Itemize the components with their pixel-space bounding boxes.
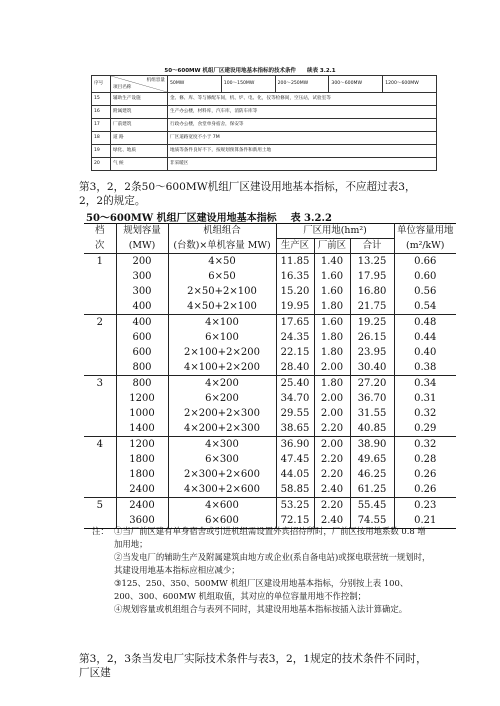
header-capacity: 规划容量 <box>116 224 168 239</box>
table-row <box>84 330 456 345</box>
total-cell: 23.95 <box>350 345 394 360</box>
note-text: ②当发电厂的辅助生产及附属建筑由地方或企业(系自备电站)或探电联营统一规划时，其建设用地基本指标应相应减少； <box>114 552 431 575</box>
note-text: ①当厂前区建有单身宿舍或引进机组需设置外宾招待所时，厂前区按用地系数 0.8 增加用地； <box>114 526 426 549</box>
note-4 <box>92 603 432 616</box>
table-row <box>84 467 456 482</box>
front-area-cell: 2.20 <box>314 498 350 514</box>
row-item: 道 路 <box>111 132 168 145</box>
unit-land-cell: 0.56 <box>414 286 437 297</box>
capacity-cell: 1800 <box>116 467 168 482</box>
combination-cell: 4×300+2×600 <box>168 482 276 498</box>
table-row <box>92 132 437 145</box>
table1-header-item <box>111 76 168 93</box>
production-area-cell: 72.15 <box>276 513 314 529</box>
combination-cell: 6×200 <box>168 391 276 406</box>
total-cell: 36.70 <box>350 391 394 406</box>
production-area-cell: 28.40 <box>276 360 314 376</box>
notes-block <box>92 525 432 616</box>
capacity-cell: 400 <box>116 299 168 315</box>
header-production-area: 生产区 <box>276 239 314 254</box>
row-item: 厂前建筑 <box>111 119 168 132</box>
unit-land-cell: 0.38 <box>414 362 437 373</box>
production-area-cell: 11.85 <box>276 254 314 270</box>
table-row <box>84 254 456 270</box>
unit-land-cell: 0.54 <box>414 301 437 312</box>
capacity-cell: 2400 <box>116 482 168 498</box>
production-area-cell: 16.35 <box>276 269 314 284</box>
combination-cell: 2×300+2×600 <box>168 467 276 482</box>
unit-land-cell: 0.29 <box>414 423 437 434</box>
table-row <box>84 299 456 315</box>
group-level <box>84 498 116 529</box>
group-level <box>84 437 116 498</box>
capacity-cell: 1800 <box>116 452 168 467</box>
combination-cell: 4×600 <box>168 498 276 514</box>
technical-conditions-table <box>91 75 437 171</box>
clause-3-2-3-text: 第3，2，3条当发电厂实际技术条件与表3，2，1规定的技术条件不同时，厂区建 <box>79 653 427 679</box>
table-row <box>84 452 456 467</box>
capacity-cell: 2400 <box>116 498 168 514</box>
total-cell: 26.15 <box>350 330 394 345</box>
table2-number: 表 3.2.2 <box>290 213 332 224</box>
front-area-cell: 2.20 <box>314 467 350 482</box>
capacity-cell: 300 <box>116 269 168 284</box>
unit-land-cell: 0.28 <box>414 454 437 465</box>
front-area-cell: 2.20 <box>314 421 350 437</box>
group-level <box>84 254 116 315</box>
production-area-cell: 24.35 <box>276 330 314 345</box>
front-area-cell: 2.20 <box>314 452 350 467</box>
row-no: 16 <box>92 106 111 119</box>
group-level-label: 3 <box>96 378 103 389</box>
row-desc: 生产办公楼，材料库，汽车库，消防车库等 <box>168 106 437 119</box>
combination-cell: 2×50+2×100 <box>168 284 276 299</box>
table-row <box>92 119 437 132</box>
combination-cell: 2×200+2×300 <box>168 406 276 421</box>
row-desc: 行政办公楼，食堂单身宿舍，保安等 <box>168 119 437 132</box>
front-area-cell: 2.00 <box>314 360 350 376</box>
land-use-index-table <box>84 223 456 529</box>
table-row <box>84 421 456 437</box>
capacity-cell: 600 <box>116 345 168 360</box>
capacity-cell: 1400 <box>116 421 168 437</box>
front-area-cell: 2.40 <box>314 513 350 529</box>
row-item: 辅助生产设施 <box>111 93 168 106</box>
row-no: 18 <box>92 132 111 145</box>
production-area-cell: 17.65 <box>276 315 314 331</box>
combination-cell: 4×200 <box>168 376 276 392</box>
clause-3-2-2-text: 第3，2，2条50～600MW机组厂区建设用地基本指标，不应超过表3，2，2的规定。 <box>79 181 416 207</box>
front-area-cell: 1.60 <box>314 284 350 299</box>
total-cell: 55.45 <box>350 498 394 514</box>
front-area-cell: 1.80 <box>314 330 350 345</box>
capacity-cell: 200 <box>116 254 168 270</box>
note-text: ③125、250、350、500MW 机组厂区建设用地基本指标，分别按上表 100、200、300、600MW 机组取值，其对应的单位容量用地不作控制； <box>114 578 409 601</box>
table-row <box>84 376 456 392</box>
production-area-cell: 22.15 <box>276 345 314 360</box>
total-cell: 27.20 <box>350 376 394 392</box>
production-area-cell: 44.05 <box>276 467 314 482</box>
unit-land-cell: 0.23 <box>394 498 456 514</box>
production-area-cell: 36.90 <box>276 437 314 453</box>
capacity-cell: 1000 <box>116 406 168 421</box>
table2-body <box>84 254 456 529</box>
total-cell: 74.55 <box>350 513 394 529</box>
production-area-cell: 34.70 <box>276 391 314 406</box>
unit-land-cell: 0.34 <box>394 376 456 392</box>
note-3 <box>92 577 432 603</box>
table-row <box>84 269 456 284</box>
table-row <box>92 106 437 119</box>
header-level-2: 次 <box>84 239 116 254</box>
combination-cell: 6×50 <box>168 269 276 284</box>
production-area-cell: 47.45 <box>276 452 314 467</box>
total-cell: 16.80 <box>350 284 394 299</box>
front-area-cell: 1.80 <box>314 299 350 315</box>
row-item: 附属建筑 <box>111 106 168 119</box>
row-desc: 厂区道路宽度不小于 7M <box>168 132 437 145</box>
unit-land-cell: 0.48 <box>394 315 456 331</box>
capacity-cell: 600 <box>116 330 168 345</box>
note-2 <box>92 551 432 577</box>
header-total: 合计 <box>350 239 394 254</box>
row-desc: 金、修、库、等与修配车间，机、炉、电、化，仪等检修间，空压站，试验室等 <box>168 93 437 106</box>
group-level-label: 1 <box>96 256 103 267</box>
total-cell: 40.85 <box>350 421 394 437</box>
row-desc: 非采暖区 <box>168 158 437 171</box>
production-area-cell: 19.95 <box>276 299 314 315</box>
capacity-cell: 800 <box>116 376 168 392</box>
total-cell: 30.40 <box>350 360 394 376</box>
unit-land-cell: 0.21 <box>414 515 437 526</box>
unit-land-cell: 0.32 <box>394 437 456 453</box>
production-area-cell: 25.40 <box>276 376 314 392</box>
row-no: 17 <box>92 119 111 132</box>
table2-header-row-2 <box>84 239 456 254</box>
diagonal-divider <box>111 76 167 92</box>
group-level <box>84 315 116 376</box>
combination-cell: 6×600 <box>168 513 276 529</box>
production-area-cell: 29.55 <box>276 406 314 421</box>
row-no: 19 <box>92 145 111 158</box>
table1-col-3: 200～250MW <box>275 76 329 93</box>
table1-header-no: 序号 <box>92 76 111 93</box>
combination-cell: 6×100 <box>168 330 276 345</box>
group-level <box>84 376 116 437</box>
table1-col-2: 100～150MW <box>221 76 275 93</box>
unit-land-cell: 0.26 <box>414 484 437 495</box>
combination-cell: 4×100 <box>168 315 276 331</box>
total-cell: 61.25 <box>350 482 394 498</box>
front-area-cell: 1.60 <box>314 315 350 331</box>
header-level: 档 <box>84 224 116 239</box>
table-row <box>84 284 456 299</box>
table-row <box>84 345 456 360</box>
unit-land-cell: 0.40 <box>414 347 437 358</box>
table-row <box>84 406 456 421</box>
notes-label: 注： <box>92 526 109 536</box>
total-cell: 49.65 <box>350 452 394 467</box>
front-area-cell: 1.80 <box>314 345 350 360</box>
total-cell: 17.95 <box>350 269 394 284</box>
capacity-cell: 400 <box>116 315 168 331</box>
capacity-cell: 1200 <box>116 391 168 406</box>
row-no: 15 <box>92 93 111 106</box>
table-row <box>92 145 437 158</box>
front-area-cell: 2.40 <box>314 482 350 498</box>
capacity-cell: 300 <box>116 284 168 299</box>
table2-title <box>86 209 422 224</box>
table-row <box>92 93 437 106</box>
total-cell: 21.75 <box>350 299 394 315</box>
unit-land-cell: 0.32 <box>414 408 437 419</box>
front-area-cell: 1.40 <box>314 254 350 270</box>
header-unit-land: 单位容量用地 <box>397 225 454 237</box>
combination-cell: 4×50+2×100 <box>168 299 276 315</box>
row-desc: 地质等条件良好不下，按规划预算条件和新用土地 <box>168 145 437 158</box>
table1-col-5: 1200～600MW <box>383 76 437 93</box>
total-cell: 13.25 <box>350 254 394 270</box>
header-land-use: 厂区用地(hm²) <box>276 224 394 239</box>
combination-cell: 2×100+2×200 <box>168 345 276 360</box>
front-area-cell: 2.00 <box>314 406 350 421</box>
header-capacity-unit: (MW) <box>116 239 168 254</box>
front-area-cell: 2.00 <box>314 391 350 406</box>
production-area-cell: 58.85 <box>276 482 314 498</box>
total-cell: 46.25 <box>350 467 394 482</box>
front-area-cell: 2.00 <box>314 437 350 453</box>
table1-col-4: 300～600MW <box>329 76 383 93</box>
unit-land-cell: 0.66 <box>394 254 456 270</box>
front-area-cell: 1.60 <box>314 269 350 284</box>
table1-header-row <box>92 76 437 93</box>
table-row <box>84 315 456 331</box>
table-row <box>84 498 456 514</box>
table1-header-item-label: 项目名称 <box>113 85 132 90</box>
capacity-cell: 800 <box>116 360 168 376</box>
capacity-cell: 1200 <box>116 437 168 453</box>
total-cell: 19.25 <box>350 315 394 331</box>
combination-cell: 4×50 <box>168 254 276 270</box>
header-combination: 机组组合 <box>168 224 276 239</box>
capacity-cell: 3600 <box>116 513 168 529</box>
table-row <box>92 158 437 171</box>
combination-cell: 6×300 <box>168 452 276 467</box>
production-area-cell: 15.20 <box>276 284 314 299</box>
table-row <box>84 360 456 376</box>
table1-header-corner: 机组容量 <box>146 78 165 83</box>
unit-land-cell: 0.31 <box>414 393 437 404</box>
header-front-area: 厂前区 <box>314 239 350 254</box>
total-cell: 38.90 <box>350 437 394 453</box>
row-no: 20 <box>92 158 111 171</box>
production-area-cell: 53.25 <box>276 498 314 514</box>
front-area-cell: 1.80 <box>314 376 350 392</box>
row-item: 气 候 <box>111 158 168 171</box>
unit-land-cell: 0.44 <box>414 332 437 343</box>
table2-title-text: 50～600MW 机组厂区建设用地基本指标 <box>86 213 277 224</box>
table2-header-row-1 <box>84 224 456 239</box>
note-text: ④规划容量或机组组合与表列不同时，其建设用地基本指标按插入法计算确定。 <box>114 604 408 614</box>
total-cell: 31.55 <box>350 406 394 421</box>
table-row <box>84 437 456 453</box>
group-level-label: 4 <box>96 439 103 450</box>
unit-land-cell: 0.26 <box>414 469 437 480</box>
combination-cell: 4×300 <box>168 437 276 453</box>
header-unit-land-unit: (m²/kW) <box>406 239 445 251</box>
group-level-label: 2 <box>96 317 103 328</box>
unit-land-cell: 0.60 <box>414 271 437 282</box>
production-area-cell: 38.65 <box>276 421 314 437</box>
note-1 <box>92 525 432 551</box>
header-combination-unit: (台数)×单机容量 MW) <box>168 239 276 254</box>
table1-title: 50～600MW 机组厂区建设用地基本指标的技术条件 续表 3.2.1 <box>164 68 336 74</box>
table1-col-1: 50MW <box>168 76 222 93</box>
group-level-label: 5 <box>96 500 103 511</box>
table-row <box>84 482 456 498</box>
combination-cell: 4×200+2×300 <box>168 421 276 437</box>
table-row <box>84 391 456 406</box>
combination-cell: 4×100+2×200 <box>168 360 276 376</box>
row-item: 绿化、地质 <box>111 145 168 158</box>
